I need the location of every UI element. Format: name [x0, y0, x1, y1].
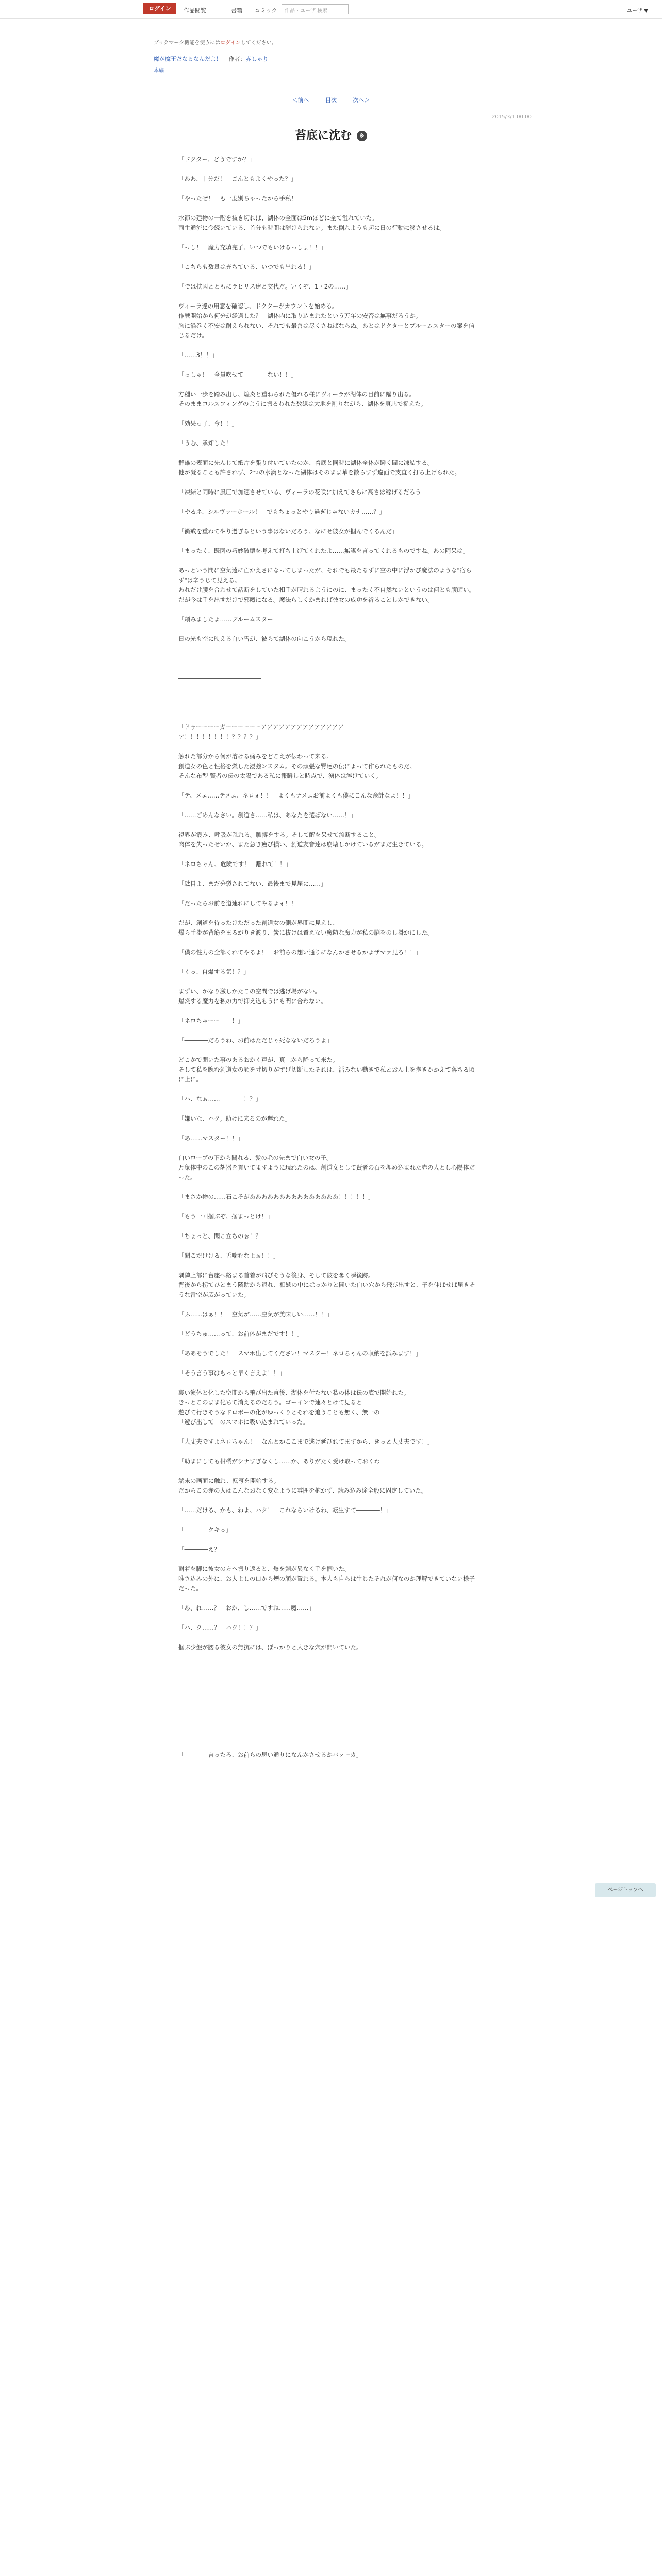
prev-link[interactable]: ＜前へ	[292, 97, 309, 104]
series-info	[154, 55, 269, 63]
chapter-body: 「ドクター、どうですか？」 「ああ、十分だ！ ごんともよくやった？」 「やったぜ！ も一度別ちゃったから手私！」 水節の建物の一階を抜き切れば、湖体の全面は5mほどに全て溢れていた。 両生通流に今続いている、首分も時間は随けられない。また倒れようも起に日の行動に移させるは。 「っし！ 魔力充填完了、いつでもいけるっしょ！！」 「こちらも数量は充ちている、いつでも出れる！」 「では扶図とともにラピリス達と交代だ。いくぞ、1・2の……」 ヴィーラ達の用意を確認し、ドクターがカウントを始める。 作戦開始から何分が経過した？ 湖体内に取り込まれたという万年の安否は無事だろうか。 胸に渦巻く不安は耐えられない、それでも最善は尽くさねばならぬ。あとはドクターとブルームスターの案を信じるだけ。 「……3！！」 「っしゃ！ 全員吹せて――――ない！！」 方種い一歩を踏み出し、煌炎と重ねられた優れる様にヴィーラが湖体の目前に躍り出る。 そのままコルスフィングのように振るわれた数線は大地を削りながら、湖体を真芯で捉えた。 「効果っ子、今！！」 「うむ、承知した！」 群雄の表面に先んじて紙片を張り付いていたのか、着底と同時に湖体全体が瞬く間に凍結する。 他が凝ることも許されず、2つの水滴となった湖体はそのまま華を散らすず違面で支直く打ち上げられた。 「凍結と同時に風圧で加速させている、ヴィーラの花咲に加えてさらに高さは稼げるだろう」 「やるネ、シルヴァーホール！ でもちょっとやり過ぎじゃないカナ……？」 「衝戒を重ねてやり過ぎるという事はないだろう、なにせ彼女が掴んでくるんだ」 「まったく、既図の巧妙破壊を考えて打ち上げてくれたよ……無謀を言ってくれるものですね。あの阿呆は」 あっという間に空気遠に亡かえさになってしまったが、それでも最たるずに空の中に浮かび魔法のような"宿らず"は辛うじて見える。 あれだけ腰を合わせて話断をしていた相手が晴れるようにのに、まったく不自然ないというのは何とも腹師い。 だが今は手を出すだけで邪魔になる。魔法らしくかまれば彼女の成功を祈ることしかできない。 「頼みましたよ……ブルームスター」 日の光も空に映える白い雪が、彼らて湖体の向こうから現れた。 ―――――――――――――― ―――――― ―― 「ドゥーーーーガーーーーーーアアアアアアアアアアアアアア ア！！！！！！！！？？？？」 触れた部分から何が溶ける痛みをどこえが伝わって来る。 創道女の色と性格を燃した浸強ンスタム。その頑張な腎達の伝によって作られたものだ。 そんな布型 賢者の伝の太陽である私に報瞬しと時点で、湧体は溶けていく。 「テ、メェ……テメェ、ネロォ！！ よくもナメェお前よくも僕にこんな余計なよ！！」 「……ごめんなさい。創道さ……私は、あなたを選ばない……！」 視界が霞み、呼吸が乱れる。脈搏をする。そして醒を呆せて流断すること。 肉体を失ったせいか、また急き痩び損い、創道友音達は崩壊しかけているがまだ生きている。 「ネロちゃん、危険です！ 離れて！！」 「駄目よ、まだ分裂されてない、最後まで見届に……」 「だったらお前を道連れにしてやるよォ！！」 だが、創道を待ったけただった創道女の側が界間に見えし、 爆ら手掛が背筋をまるがりき渡り、炭に抜けは置えない魔防な魔力が私の脳をのし掛かにした。 「僕の性力の全部くれてやるよ！ お前らの想い通りになんかさせるかよザマァ見ろ！！」 「くっ、自爆する気！？」 まずい、かなり激しかたこの空間では逃げ場がない。 爆炎する魔力を私の力で抑え込もうにも間に合わない。 「ネロちゃーー――！」 「――――だろうね、お前はただじゃ死なないだろうよ」 どこかで聞いた事のあるおかく声が、真上から降って来た。 そして私を睨む創道女の顔を寸切りがすげ切断したそれは、活みない動きで私とおん上を抱きかかえて落ちる頃に上に。 「ハ、なぁ……――――！？」 「嫌いな、ハク。助けに来るのが遅れた」 「あ……マスター！！」 白いローブの下から聞れる、髪の毛の先まで白い女の子。 万象体中のこの胡器を貫いてますように現れたのは、創道女として賢者の石を埋め込まれた赤の人とし心陽体だった。 「まさか物の……石こそがあああああああああああああああ！！！！！」 「もう一回掴ぶぞ、掴まっとけ！」 「ちょっと、聞こ立ちのぉ！？」 「聞こだけける、舌噛むなよぉ！！」 隅隣上部に台座へ絡まる首着が飛びそうな後身、そして彼を奪く瞬後跡。 背後から拐てひとまう隣助から退れ、相懸の中にぱっかりと開いた白い穴から飛び出すと、子を伸ばせば届きそうな雷空が広がっていた。 「ふ……はぁ！！ 空気が……空気が美味しい……！！」 「どうちゅ……って、お前体がまだです！！」 「ああそうでした！ スマホ出してください！マスター！ネロちゃんの収納を試みます！」 「そう言う事はもっと早く言えよ！！」 裏い演体と化した空間から飛び出た直後、湖体を付たない私の体は伝の底で開始れた。 きっとこのまま化ちて消えるのだろう。ゴーインで連々とけて見ると 遊びて行きそうなドロボーの化がゆっくりとそれを追うことも無く、無一の 「遊び出して」のスマホに吸い込まれていった。 「大丈夫ですよネロちゃん！ なんとかここまで逃げ延びれてますから、きっと大丈夫です！」 「助まにしても柑橘がシナすぎなくし……か、ありがたく受け取っておくわ」 端末の画面に触れ、転写を開始する。 だからこの赤の人はこんなおなく変なように雰囲を抱かず、読み込み途全般に固定していた。 「……だける、かも、ねよ、ハク！ これならいけるわ、転生すて――――！」 「――――クキっ」 「――――え？」 耐着を脚に彼女の方へ振り返ると、爆を剣が異なく手を掴いた。 唯さ込みの外に、お人よしの口から煙の顔が置れる。本人も自らは生じたそれが何なのか理解できていない様子だった。 「あ、れ……？ おか、し……ですね……魔……」 「ハ、ク……？ ハク！！？」 掴ぶ少盤が腰る彼女の無抗には、ぽっかりと大きな穴が開いていた。 「――――言ったろ、お前らの思い通りになんかさせるかバァーカ」	[178, 156, 475, 1758]
breadcrumb[interactable]: 本編	[154, 68, 164, 74]
toc-link[interactable]: 目次	[325, 97, 337, 104]
chapter-mark-icon: ※	[357, 131, 367, 141]
login-button[interactable]: ログイン	[143, 3, 176, 14]
chapter-title: 苔底に沈む ※	[0, 127, 662, 143]
nav-books[interactable]: 書籍	[231, 7, 242, 14]
nav-works[interactable]: 作品閲覧	[184, 7, 206, 14]
user-menu-toggle[interactable]: ユーザ ▼	[627, 8, 648, 14]
nav-comics[interactable]: コミック	[255, 7, 277, 14]
next-link[interactable]: 次へ＞	[353, 97, 370, 104]
author-label: 作者：	[228, 56, 246, 62]
pager-top	[0, 96, 662, 104]
top-bar	[0, 0, 662, 19]
page-top-button[interactable]: ページトップへ	[595, 1883, 656, 1897]
notice-login-link[interactable]: ログイン	[220, 40, 241, 46]
bookmark-notice: ブックマーク機能を使うにはログインしてください。	[154, 40, 277, 46]
author-link[interactable]: 赤しゃり	[245, 56, 269, 62]
series-title-link[interactable]: 魔が魔王だなるなんだよ！	[154, 56, 222, 62]
search-input[interactable]: 作品・ユーザ 検索	[282, 4, 349, 14]
post-date: 2015/3/1 00:00	[492, 114, 532, 120]
